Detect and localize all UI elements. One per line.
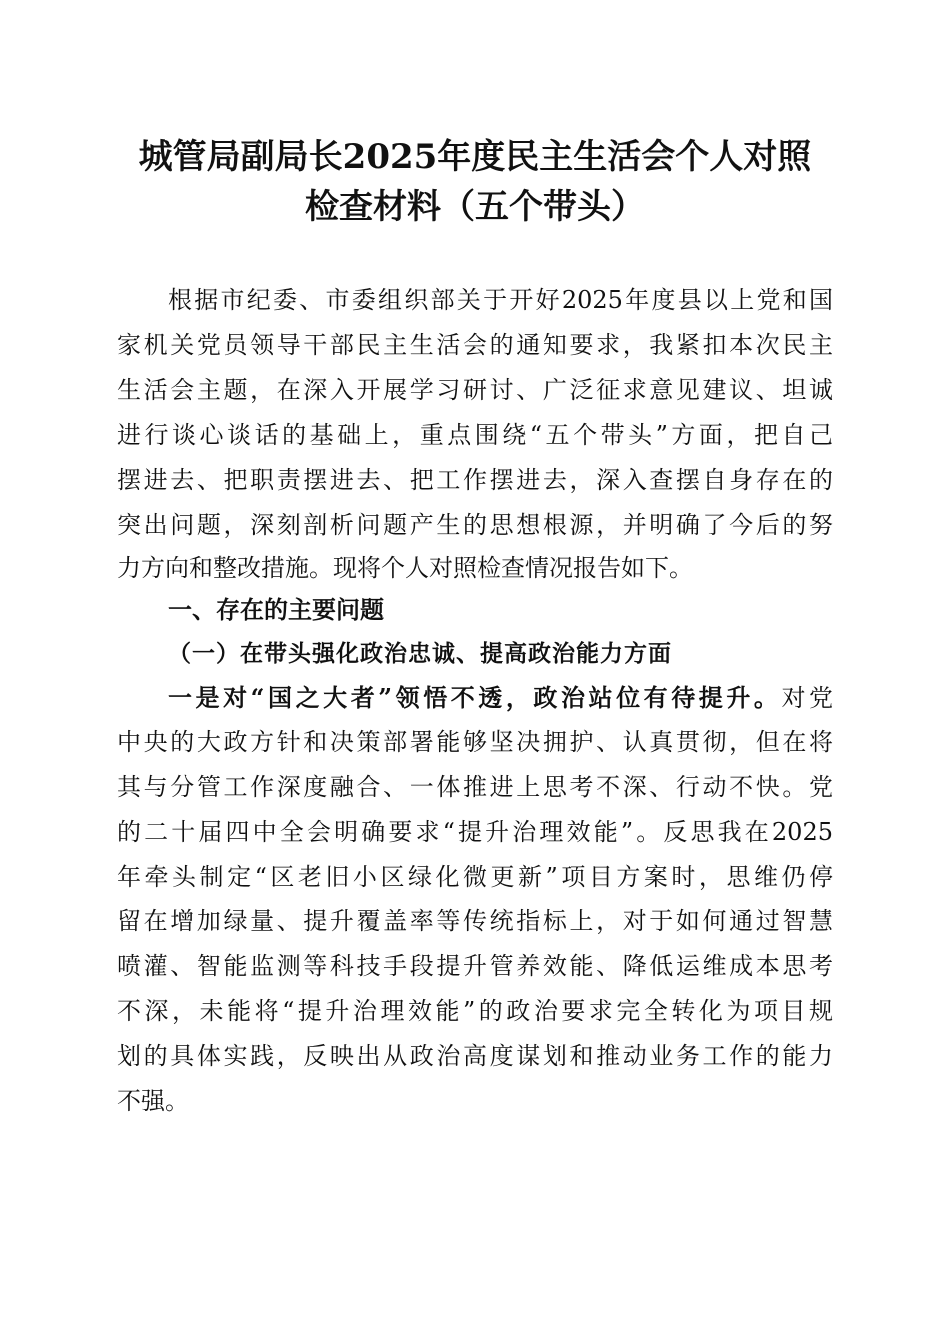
intro-line-5: 摆进去、把职责摆进去、把工作摆进去，深入查摆自身存在的 bbox=[117, 466, 833, 494]
point-1-line-5: 年牵头制定“区老旧小区绿化微更新”项目方案时，思维仍停 bbox=[117, 863, 833, 891]
point-1-first-tail: 对党 bbox=[781, 684, 833, 712]
point-1-line-10: 不强。 bbox=[117, 1087, 189, 1115]
point-1-line-3: 其与分管工作深度融合、一体推进上思考不深、行动不快。党 bbox=[117, 773, 833, 801]
point-1-line-2: 中央的大政方针和决策部署能够坚决拥护、认真贯彻，但在将 bbox=[117, 728, 833, 756]
intro-line-7: 力方向和整改措施。现将个人对照检查情况报告如下。 bbox=[117, 554, 693, 582]
intro-line-2: 家机关党员领导干部民主生活会的通知要求，我紧扣本次民主 bbox=[117, 331, 833, 359]
document-title-line-2: 检查材料（五个带头） bbox=[305, 187, 645, 227]
subsection-heading-political-loyalty: （一）在带头强化政治忠诚、提高政治能力方面 bbox=[168, 641, 672, 667]
point-1-first-line bbox=[168, 678, 833, 718]
intro-line-6: 突出问题，深刻剖析问题产生的思想根源，并明确了今后的努 bbox=[117, 511, 833, 539]
point-1-line-6: 留在增加绿量、提升覆盖率等传统指标上，对于如何通过智慧 bbox=[117, 907, 833, 935]
point-1-line-8: 不深，未能将“提升治理效能”的政治要求完全转化为项目规 bbox=[117, 997, 833, 1025]
document-title-line-1: 城管局副局长2025年度民主生活会个人对照 bbox=[138, 137, 812, 177]
section-heading-main-problems: 一、存在的主要问题 bbox=[168, 596, 384, 624]
intro-line-4: 进行谈心谈话的基础上，重点围绕“五个带头”方面，把自己 bbox=[117, 421, 833, 449]
point-1-line-7: 喷灌、智能监测等科技手段提升管养效能、降低运维成本思考 bbox=[117, 952, 833, 980]
point-1-line-9: 划的具体实践，反映出从政治高度谋划和推动业务工作的能力 bbox=[117, 1042, 833, 1070]
intro-line-3: 生活会主题，在深入开展学习研讨、广泛征求意见建议、坦诚 bbox=[117, 376, 833, 404]
point-1-line-4: 的二十届四中全会明确要求“提升治理效能”。反思我在2025 bbox=[117, 818, 833, 846]
intro-line-1: 根据市纪委、市委组织部关于开好2025年度县以上党和国 bbox=[168, 286, 833, 314]
point-1-lead: 一是对“国之大者”领悟不透，政治站位有待提升。 bbox=[168, 683, 782, 712]
